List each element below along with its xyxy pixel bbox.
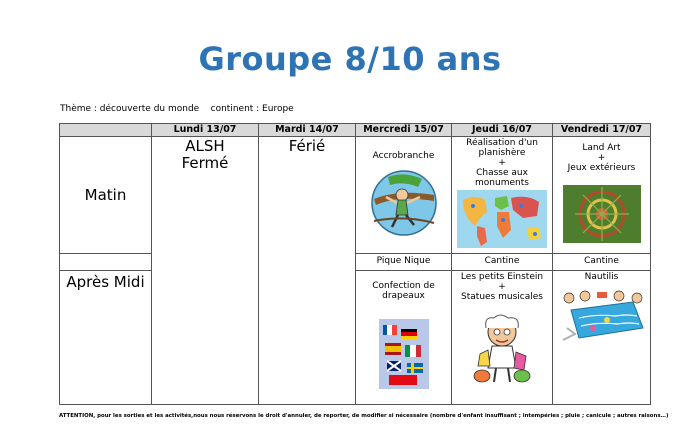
mercredi-matin-cell bbox=[356, 137, 452, 254]
land-art-illustration bbox=[563, 185, 641, 243]
jeudi-matin-cell bbox=[452, 137, 553, 254]
mercredi-apres-midi-cell bbox=[356, 271, 452, 405]
vendredi-apres-midi-text: Nautilis bbox=[584, 272, 619, 282]
day-header-jeudi: Jeudi 16/07 bbox=[452, 124, 553, 137]
vendredi-apres-midi-cell bbox=[553, 271, 651, 405]
planning-table bbox=[59, 123, 651, 405]
jeudi-apres-midi-text bbox=[452, 271, 552, 302]
jeudi-matin-line2: planishère bbox=[478, 148, 526, 158]
world-map-illustration bbox=[457, 190, 547, 248]
footer-warning: ATTENTION, pour les sorties et les activités,nous nous réservons le droit d'annuler, de reporter, de modifier si nécessaire (nombre d'enfant insuffisant ; intempéries ; pluie ; canicule ; autres raisons…) bbox=[59, 413, 669, 419]
jeudi-apm-line2: Statues musicales bbox=[461, 292, 543, 302]
vendredi-matin-text bbox=[553, 137, 650, 173]
jeudi-matin-line4: monuments bbox=[475, 178, 529, 188]
lundi-line1: ALSH bbox=[185, 137, 225, 155]
flags-map-illustration bbox=[379, 319, 429, 389]
vendredi-matin-line1: Land Art bbox=[582, 143, 621, 153]
mercredi-apm-line1: Confection de bbox=[372, 281, 435, 291]
lundi-line2: Fermé bbox=[181, 154, 229, 172]
vendredi-matin-cell bbox=[553, 137, 651, 254]
mardi-text: Férié bbox=[288, 137, 326, 155]
vendredi-midi-cell: Cantine bbox=[553, 254, 651, 271]
corner-cell bbox=[60, 124, 152, 137]
vendredi-matin-plus: + bbox=[597, 153, 606, 163]
midi-row bbox=[60, 254, 651, 271]
jeudi-matin-line1: Réalisation d'un bbox=[466, 138, 538, 148]
mercredi-midi-cell: Pique Nique bbox=[356, 254, 452, 271]
swimming-pool-illustration bbox=[557, 288, 647, 344]
day-header-mercredi: Mercredi 15/07 bbox=[356, 124, 452, 137]
matin-row bbox=[60, 137, 651, 254]
mercredi-matin-text: Accrobranche bbox=[372, 151, 435, 161]
jeudi-matin-line3: Chasse aux bbox=[476, 168, 528, 178]
mercredi-apm-line2: drapeaux bbox=[382, 291, 425, 301]
jeudi-matin-plus: + bbox=[498, 158, 506, 168]
jeudi-matin-text bbox=[452, 137, 552, 188]
vendredi-matin-line2: Jeux extérieurs bbox=[567, 163, 636, 173]
header-row bbox=[60, 124, 651, 137]
jeudi-midi-cell: Cantine bbox=[452, 254, 553, 271]
day-header-vendredi: Vendredi 17/07 bbox=[553, 124, 651, 137]
day-header-mardi: Mardi 14/07 bbox=[259, 124, 356, 137]
accrobranche-illustration bbox=[368, 169, 440, 237]
matin-label: Matin bbox=[60, 137, 152, 254]
mercredi-apres-midi-text bbox=[356, 271, 451, 301]
jeudi-apres-midi-cell bbox=[452, 271, 553, 405]
jeudi-apm-line1: Les petits Einstein bbox=[460, 272, 544, 282]
jeudi-apm-plus: + bbox=[498, 282, 506, 292]
mardi-cell bbox=[259, 137, 356, 405]
day-header-lundi: Lundi 13/07 bbox=[152, 124, 259, 137]
apres-midi-row bbox=[60, 271, 651, 405]
midi-label-empty bbox=[60, 254, 152, 271]
little-einstein-illustration bbox=[470, 310, 534, 386]
apres-midi-label: Après Midi bbox=[60, 271, 152, 405]
theme-line: Thème : découverte du monde continent : Europe bbox=[60, 104, 294, 114]
page-title: Groupe 8/10 ans bbox=[198, 40, 502, 78]
lundi-cell bbox=[152, 137, 259, 405]
